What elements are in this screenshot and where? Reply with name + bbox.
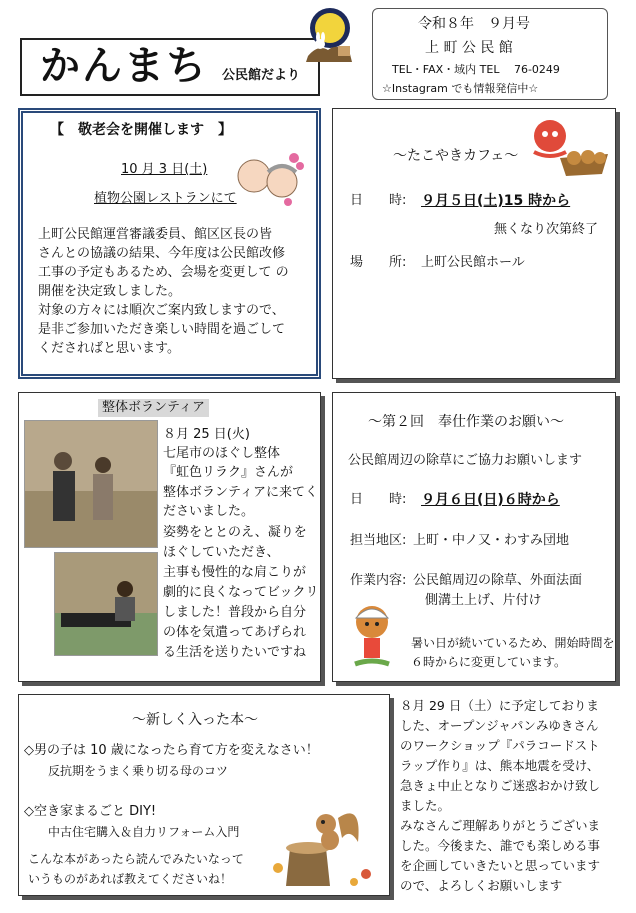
housi-note-2: ６時からに変更しています。 bbox=[411, 655, 567, 669]
books-request-1: こんな本があったら読んでみたいなって bbox=[28, 852, 244, 866]
seitai-body-line: ８月 25 日(火) bbox=[163, 427, 250, 442]
book1-title: ◇男の子は 10 歳になったら育て方を変えなさい！ bbox=[24, 743, 319, 758]
housi-intro: 公民館周辺の除草にご協力お願いします bbox=[348, 453, 583, 468]
notice-line: を企画していきたいと思っています bbox=[400, 858, 601, 873]
page-title: かんまち bbox=[40, 43, 208, 89]
housi-date-value: ９月６日(日)６時から bbox=[421, 492, 560, 508]
seitai-body-line: ほぐしていただき、 bbox=[163, 545, 280, 560]
boy-illustration bbox=[347, 600, 397, 670]
housi-work-value-1: 公民館周辺の除草、外面法面 bbox=[413, 573, 583, 588]
keirou-body-line: 是非ご参加いただき楽しい時間を過ごして bbox=[38, 322, 286, 337]
takoyaki-date-label: 日 時: bbox=[350, 193, 407, 208]
keirou-body-line: くださればと思います。 bbox=[38, 341, 180, 356]
org-name: 上 町 公 民 館 bbox=[425, 40, 513, 56]
seitai-body-line: 姿勢をととのえ、凝りを bbox=[163, 525, 307, 540]
squirrel-illustration bbox=[266, 798, 382, 890]
moon-rabbit-illustration bbox=[298, 4, 362, 66]
housi-work-label: 作業内容: bbox=[350, 573, 407, 588]
seitai-body-line: 劇的に良くなってビックリ bbox=[163, 585, 319, 600]
contact-phone: TEL・FAX・域内 TEL 76-0249 bbox=[392, 63, 560, 76]
seitai-body-line: の体を気遣ってあげられ bbox=[163, 625, 307, 640]
seitai-body-line: 『虹色リラク』さんが bbox=[163, 465, 294, 480]
keirou-body-line: 開催を決定致しました。 bbox=[38, 284, 182, 299]
notice-line: ８月 29 日（土）に予定しておりま bbox=[400, 698, 599, 713]
takoyaki-heading: ～たこやきカフェ～ bbox=[393, 148, 519, 164]
keirou-body-line: 上町公民館運営審議委員、館区区長の皆 bbox=[38, 227, 273, 242]
keirou-body-line: 工事の予定もあるため、会場を変更して の bbox=[38, 265, 289, 280]
takoyaki-note: 無くなり次第終了 bbox=[494, 222, 599, 237]
takoyaki-place-label: 場 所: bbox=[350, 255, 407, 270]
seitai-body-line: 整体ボランティアに来てく bbox=[163, 485, 318, 500]
seitai-photo-2 bbox=[54, 552, 158, 656]
housi-date-label: 日 時: bbox=[350, 492, 407, 507]
keirou-date: 10 月 3 日(土) bbox=[121, 162, 208, 177]
takoyaki-illustration bbox=[524, 114, 610, 178]
seitai-body-line: しました！普段から自分 bbox=[163, 605, 307, 620]
notice-line: のワークショップ『パラコードスト bbox=[400, 738, 600, 753]
page-subtitle: 公民館だより bbox=[222, 68, 301, 83]
housi-work-value-2: 側溝土上げ、片付け bbox=[425, 593, 542, 608]
seitai-body-line: 主事も慢性的な肩こりが bbox=[163, 565, 307, 580]
keirou-body-line: 対象の方々には順次ご案内致しますので、 bbox=[38, 303, 285, 318]
housi-heading: ～第２回 奉仕作業のお願い～ bbox=[368, 414, 564, 430]
keirou-heading: 【 敬老会を開催します 】 bbox=[50, 122, 232, 138]
issue-date: 令和８年 ９月号 bbox=[418, 16, 530, 32]
housi-note-1: 暑い日が続いているため、開始時間を bbox=[411, 636, 615, 650]
notice-line: みなさんご理解ありがとうございま bbox=[400, 818, 601, 833]
seitai-heading: 整体ボランティア bbox=[98, 399, 209, 417]
notice-line: した、オープンジャパンみゆきさん bbox=[400, 718, 599, 733]
seitai-body-line: る生活を送りたいですね bbox=[163, 645, 307, 660]
seitai-body-line: 七尾市のほぐし整体 bbox=[163, 446, 281, 461]
books-heading: ～新しく入った本～ bbox=[132, 712, 258, 728]
notice-line: 急きょ中止となりご迷惑おかけ致し bbox=[400, 778, 601, 793]
instagram-note: ☆Instagram でも情報発信中☆ bbox=[382, 82, 539, 95]
takoyaki-date-value: ９月５日(土)15 時から bbox=[421, 193, 571, 209]
book2-subtitle: 中古住宅購入＆自力リフォーム入門 bbox=[48, 825, 240, 839]
takoyaki-place-value: 上町公民館ホール bbox=[421, 255, 525, 270]
elderly-couple-illustration bbox=[232, 146, 308, 210]
seitai-body-line: ださいました。 bbox=[163, 504, 255, 519]
notice-line: ラップ作り』は、熊本地震を受け、 bbox=[400, 758, 600, 773]
housi-area-label: 担当地区: bbox=[350, 533, 407, 548]
book2-title: ◇空き家まるごと DIY! bbox=[24, 804, 157, 819]
books-request-2: いうものがあれば教えてくださいね！ bbox=[28, 872, 233, 886]
notice-line: ので、よろしくお願いします bbox=[400, 878, 563, 893]
keirou-body-line: さんとの協議の結果、今年度は公民館改修 bbox=[38, 246, 286, 261]
notice-line: した。今後また、誰でも楽しめる事 bbox=[400, 838, 601, 853]
notice-line: ました。 bbox=[400, 798, 451, 813]
book1-subtitle: 反抗期をうまく乗り切る母のコツ bbox=[48, 764, 229, 778]
housi-area-value: 上町・中ノ又・わすみ団地 bbox=[413, 533, 570, 548]
keirou-place: 植物公園レストランにて bbox=[94, 191, 237, 206]
seitai-photo-1 bbox=[24, 420, 158, 548]
